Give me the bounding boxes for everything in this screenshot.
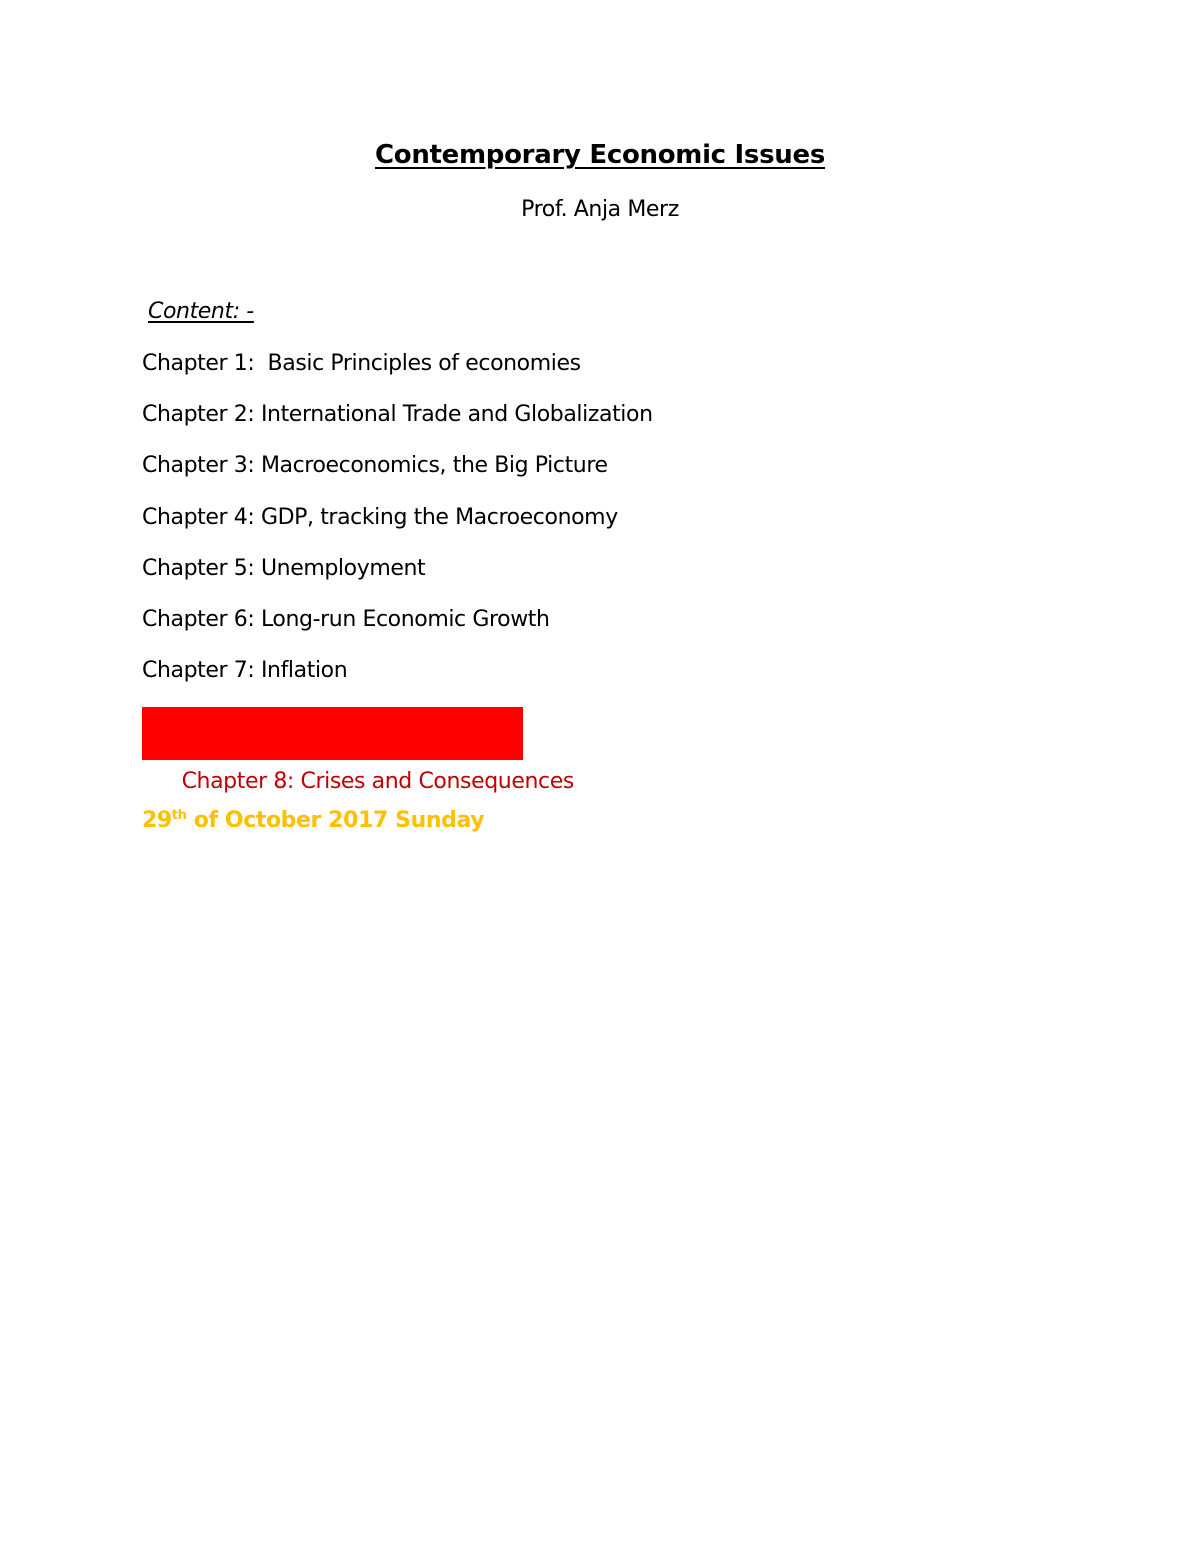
highlight-background <box>142 707 523 760</box>
chapter-item-8-highlighted <box>142 707 653 795</box>
date-rest: of October 2017 Sunday <box>186 808 485 833</box>
chapter-item-2: Chapter 2: International Trade and Globalization <box>142 402 653 428</box>
chapter-item-8-label: Chapter 8: Crises and Consequences <box>181 769 574 795</box>
date-day: 29 <box>142 808 172 833</box>
chapter-item-7: Chapter 7: Inflation <box>142 658 348 684</box>
date-line <box>142 808 484 833</box>
chapter-item-5: Chapter 5: Unemployment <box>142 555 426 581</box>
chapter-item-6: Chapter 6: Long-run Economic Growth <box>142 606 550 632</box>
document-title: Contemporary Economic Issues <box>375 140 825 170</box>
chapter-item-3: Chapter 3: Macroeconomics, the Big Picture <box>142 453 608 479</box>
chapter-item-1: Chapter 1: Basic Principles of economies <box>142 351 581 376</box>
toc-heading: Content: - <box>148 299 254 324</box>
chapter-item-4: Chapter 4: GDP, tracking the Macroeconomy <box>142 504 618 530</box>
document-author: Prof. Anja Merz <box>521 197 679 222</box>
date-day-suffix: th <box>171 808 187 823</box>
chapter-list <box>142 349 653 795</box>
